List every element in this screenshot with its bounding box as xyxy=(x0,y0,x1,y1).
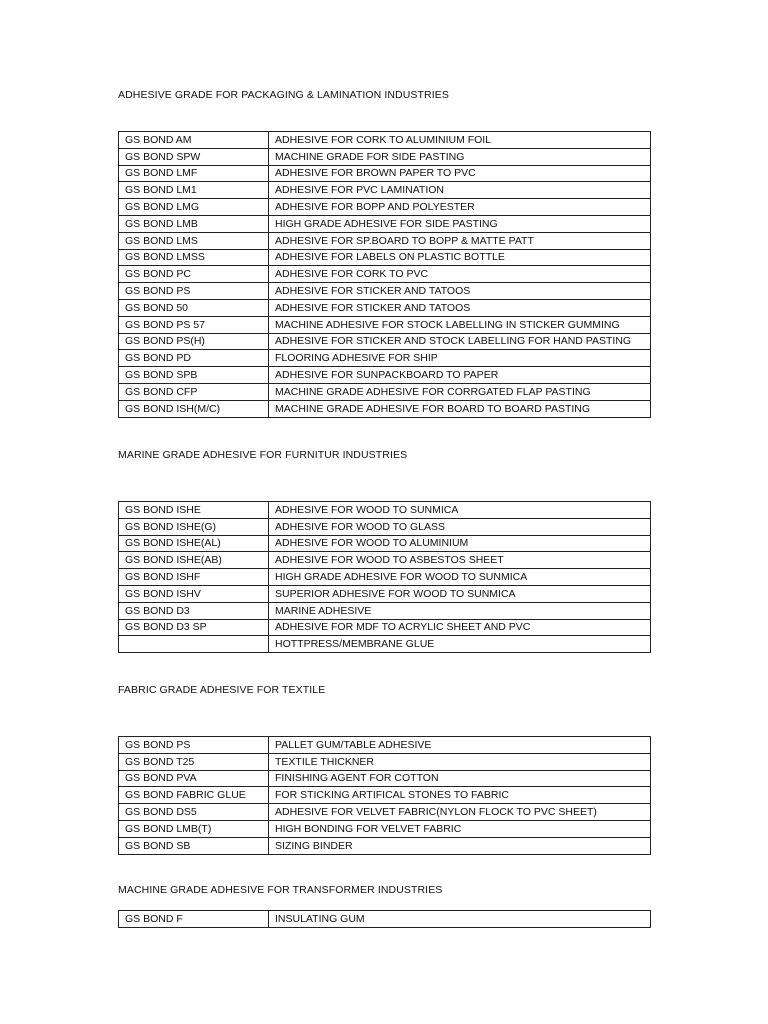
product-code-cell: GS BOND LMF xyxy=(119,165,269,182)
table-row xyxy=(119,232,651,249)
product-description-cell: ADHESIVE FOR CORK TO PVC xyxy=(269,266,651,283)
product-code-cell: GS BOND PS 57 xyxy=(119,316,269,333)
product-code-cell: GS BOND ISHF xyxy=(119,569,269,586)
textile-adhesive-table xyxy=(118,736,651,855)
product-code-cell: GS BOND PC xyxy=(119,266,269,283)
product-description-cell: ADHESIVE FOR MDF TO ACRYLIC SHEET AND PVC xyxy=(269,619,651,636)
product-description-cell: ADHESIVE FOR STICKER AND TATOOS xyxy=(269,283,651,300)
table-row xyxy=(119,400,651,417)
product-code-cell: GS BOND LMB(T) xyxy=(119,820,269,837)
product-description-cell: ADHESIVE FOR STICKER AND STOCK LABELLING FOR HAND PASTING xyxy=(269,333,651,350)
product-code-cell: GS BOND D3 SP xyxy=(119,619,269,636)
product-code-cell: GS BOND PS(H) xyxy=(119,333,269,350)
section-heading-furniture: MARINE GRADE ADHESIVE FOR FURNITUR INDUSTRIES xyxy=(118,449,408,461)
product-code-cell: GS BOND PVA xyxy=(119,770,269,787)
product-code-cell: GS BOND LMS xyxy=(119,232,269,249)
product-description-cell: MACHINE GRADE ADHESIVE FOR CORRGATED FLAP PASTING xyxy=(269,383,651,400)
product-description-cell: MARINE ADHESIVE xyxy=(269,602,651,619)
table-row xyxy=(119,215,651,232)
product-description-cell: FINISHING AGENT FOR COTTON xyxy=(269,770,651,787)
product-description-cell: ADHESIVE FOR WOOD TO ALUMINIUM xyxy=(269,535,651,552)
product-description-cell: SUPERIOR ADHESIVE FOR WOOD TO SUNMICA xyxy=(269,585,651,602)
product-code-cell: GS BOND LMG xyxy=(119,199,269,216)
table-row xyxy=(119,753,651,770)
table-row xyxy=(119,636,651,653)
table-row xyxy=(119,199,651,216)
product-description-cell: ADHESIVE FOR VELVET FABRIC(NYLON FLOCK TO PVC SHEET) xyxy=(269,804,651,821)
product-description-cell: ADHESIVE FOR WOOD TO ASBESTOS SHEET xyxy=(269,552,651,569)
product-code-cell: GS BOND ISH(M/C) xyxy=(119,400,269,417)
table-row xyxy=(119,299,651,316)
table-row xyxy=(119,911,651,928)
table-row xyxy=(119,820,651,837)
product-code-cell: GS BOND F xyxy=(119,911,269,928)
table-row xyxy=(119,770,651,787)
product-code-cell: GS BOND ISHE xyxy=(119,502,269,519)
table-row xyxy=(119,333,651,350)
transformer-adhesive-table xyxy=(118,910,651,928)
product-description-cell: ADHESIVE FOR BOPP AND POLYESTER xyxy=(269,199,651,216)
product-description-cell: HOTTPRESS/MEMBRANE GLUE xyxy=(269,636,651,653)
table-row xyxy=(119,585,651,602)
product-description-cell: MACHINE GRADE FOR SIDE PASTING xyxy=(269,148,651,165)
product-code-cell: GS BOND LMSS xyxy=(119,249,269,266)
product-code-cell: GS BOND 50 xyxy=(119,299,269,316)
product-code-cell: GS BOND SPW xyxy=(119,148,269,165)
table-row xyxy=(119,132,651,149)
product-code-cell: GS BOND PS xyxy=(119,737,269,754)
table-row xyxy=(119,165,651,182)
product-code-cell: GS BOND PD xyxy=(119,350,269,367)
product-description-cell: FLOORING ADHESIVE FOR SHIP xyxy=(269,350,651,367)
product-code-cell: GS BOND CFP xyxy=(119,383,269,400)
table-row xyxy=(119,283,651,300)
product-code-cell: GS BOND T25 xyxy=(119,753,269,770)
product-description-cell: ADHESIVE FOR SUNPACKBOARD TO PAPER xyxy=(269,367,651,384)
furniture-adhesive-table xyxy=(118,501,651,653)
table-row xyxy=(119,502,651,519)
table-row xyxy=(119,837,651,854)
product-code-cell: GS BOND SB xyxy=(119,837,269,854)
product-description-cell: ADHESIVE FOR SP.BOARD TO BOPP & MATTE PATT xyxy=(269,232,651,249)
product-code-cell: GS BOND LM1 xyxy=(119,182,269,199)
product-description-cell: HIGH GRADE ADHESIVE FOR SIDE PASTING xyxy=(269,215,651,232)
product-code-cell: GS BOND ISHE(AB) xyxy=(119,552,269,569)
table-row xyxy=(119,367,651,384)
product-description-cell: SIZING BINDER xyxy=(269,837,651,854)
table-row xyxy=(119,569,651,586)
section-heading-transformer: MACHINE GRADE ADHESIVE FOR TRANSFORMER INDUSTRIES xyxy=(118,884,443,896)
product-code-cell: GS BOND AM xyxy=(119,132,269,149)
table-row xyxy=(119,383,651,400)
product-code-cell: GS BOND LMB xyxy=(119,215,269,232)
product-description-cell: ADHESIVE FOR WOOD TO GLASS xyxy=(269,518,651,535)
product-description-cell: ADHESIVE FOR CORK TO ALUMINIUM FOIL xyxy=(269,132,651,149)
product-code-cell: GS BOND ISHE(AL) xyxy=(119,535,269,552)
product-code-cell xyxy=(119,636,269,653)
section-heading-textile: FABRIC GRADE ADHESIVE FOR TEXTILE xyxy=(118,684,326,696)
product-code-cell: GS BOND PS xyxy=(119,283,269,300)
table-row xyxy=(119,518,651,535)
table-row xyxy=(119,350,651,367)
product-description-cell: ADHESIVE FOR WOOD TO SUNMICA xyxy=(269,502,651,519)
product-description-cell: ADHESIVE FOR BROWN PAPER TO PVC xyxy=(269,165,651,182)
product-description-cell: ADHESIVE FOR LABELS ON PLASTIC BOTTLE xyxy=(269,249,651,266)
product-description-cell: PALLET GUM/TABLE ADHESIVE xyxy=(269,737,651,754)
product-code-cell: GS BOND DS5 xyxy=(119,804,269,821)
table-row xyxy=(119,182,651,199)
table-row xyxy=(119,148,651,165)
table-row xyxy=(119,552,651,569)
packaging-adhesive-table xyxy=(118,131,651,418)
table-row xyxy=(119,266,651,283)
table-row xyxy=(119,737,651,754)
product-description-cell: TEXTILE THICKNER xyxy=(269,753,651,770)
product-code-cell: GS BOND ISHV xyxy=(119,585,269,602)
product-description-cell: MACHINE ADHESIVE FOR STOCK LABELLING IN STICKER GUMMING xyxy=(269,316,651,333)
section-heading-packaging: ADHESIVE GRADE FOR PACKAGING & LAMINATION INDUSTRIES xyxy=(118,89,449,101)
product-description-cell: HIGH BONDING FOR VELVET FABRIC xyxy=(269,820,651,837)
product-description-cell: ADHESIVE FOR STICKER AND TATOOS xyxy=(269,299,651,316)
product-code-cell: GS BOND ISHE(G) xyxy=(119,518,269,535)
product-description-cell: MACHINE GRADE ADHESIVE FOR BOARD TO BOARD PASTING xyxy=(269,400,651,417)
product-description-cell: ADHESIVE FOR PVC LAMINATION xyxy=(269,182,651,199)
table-row xyxy=(119,787,651,804)
product-description-cell: FOR STICKING ARTIFICAL STONES TO FABRIC xyxy=(269,787,651,804)
product-code-cell: GS BOND D3 xyxy=(119,602,269,619)
table-row xyxy=(119,249,651,266)
table-row xyxy=(119,316,651,333)
product-description-cell: HIGH GRADE ADHESIVE FOR WOOD TO SUNMICA xyxy=(269,569,651,586)
table-row xyxy=(119,804,651,821)
table-row xyxy=(119,535,651,552)
table-row xyxy=(119,602,651,619)
product-description-cell: INSULATING GUM xyxy=(269,911,651,928)
product-code-cell: GS BOND SPB xyxy=(119,367,269,384)
table-row xyxy=(119,619,651,636)
product-code-cell: GS BOND FABRIC GLUE xyxy=(119,787,269,804)
